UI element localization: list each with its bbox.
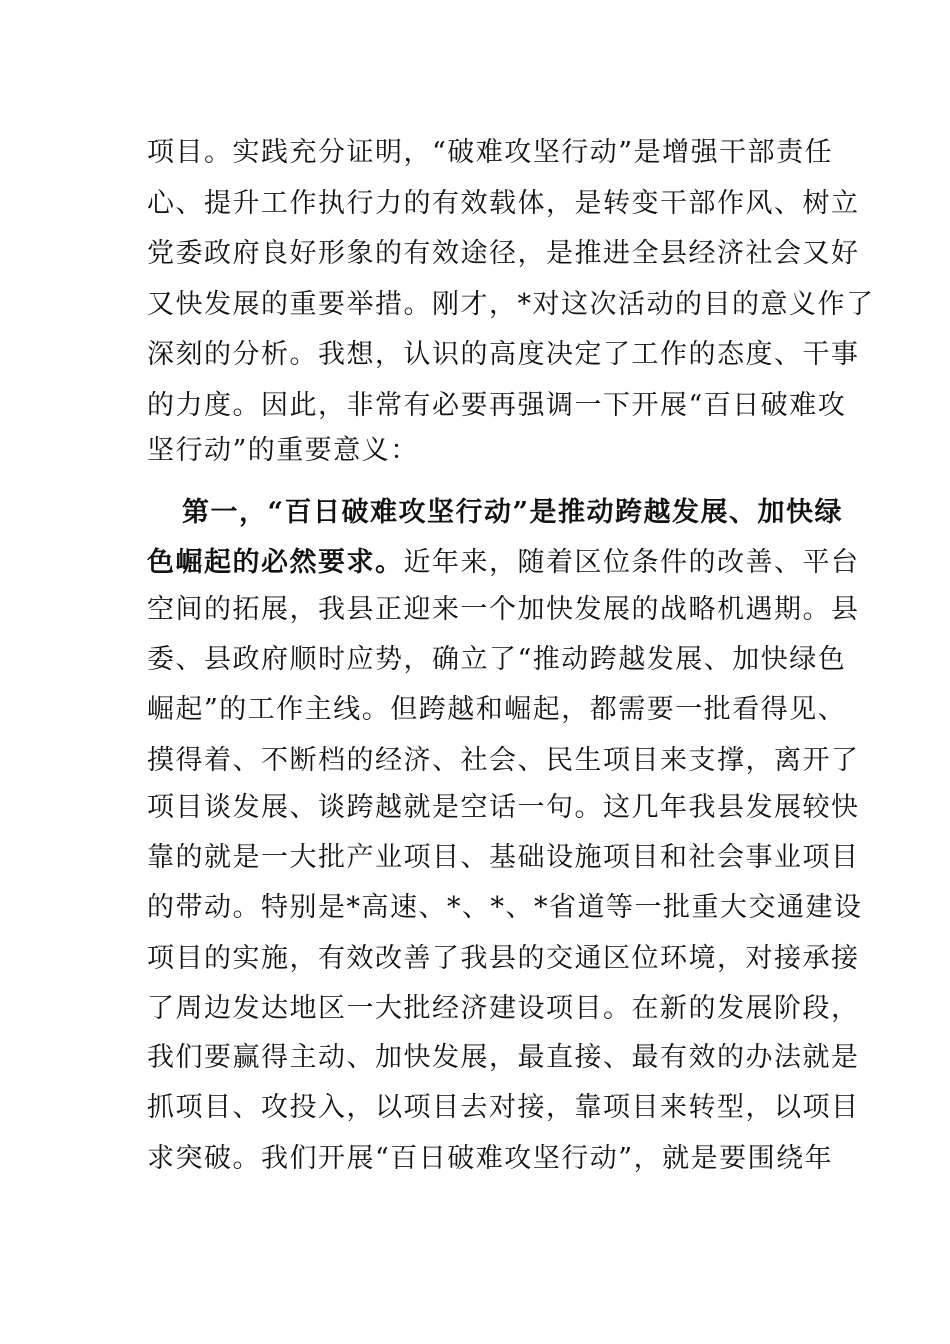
paragraph-line: 深刻的分析。我想，认识的高度决定了工作的态度、干事 [147,339,860,370]
paragraph-line: 空间的拓展，我县正迎来一个加快发展的战略机遇期。县 [147,594,860,625]
paragraph-line: 靠的就是一大批产业项目、基础设施项目和社会事业项目 [147,842,860,873]
paragraph-line: 我们要赢得主动、加快发展，最直接、最有效的办法就是 [147,1042,860,1073]
paragraph-line: 摸得着、不断档的经济、社会、民生项目来支撑，离开了 [147,745,860,776]
paragraph-line: 崛起”的工作主线。但跨越和崛起，都需要一批看得见、 [147,694,847,725]
paragraph-line: 的带动。特别是*高速、*、*、*省道等一批重大交通建设 [147,892,863,923]
paragraph-line: 项目谈发展、谈跨越就是空话一句。这几年我县发展较快 [147,792,860,823]
paragraph-line: 项目。实践充分证明，“破难攻坚行动”是增强干部责任 [147,137,834,168]
paragraph-line: 党委政府良好形象的有效途径，是推进全县经济社会又好 [147,238,860,269]
paragraph-line [147,538,860,588]
paragraph-line: 又快发展的重要举措。刚才，*对这次活动的目的意义作了 [147,289,875,320]
paragraph-line: 抓项目、攻投入，以项目去对接，靠项目来转型，以项目 [147,1092,860,1123]
section-heading: 第一，“百日破难攻坚行动”是推动跨越发展、加快绿 [182,497,844,528]
paragraph-line: 的力度。因此，非常有必要再强调一下开展“百日破难攻 [147,390,847,421]
paragraph-line: 了周边发达地区一大批经济建设项目。在新的发展阶段， [147,993,860,1024]
paragraph-line: 项目的实施，有效改善了我县的交通区位环境，对接承接 [147,943,860,974]
paragraph-text: 近年来，随着区位条件的改善、平台 [403,547,860,578]
paragraph-line: 求突破。我们开展“百日破难攻坚行动”，就是要围绕年 [147,1143,834,1174]
paragraph-line: 心、提升工作执行力的有效载体，是转变干部作风、树立 [147,188,860,219]
paragraph-line: 坚行动”的重要意义： [147,435,419,466]
paragraph-line: 委、县政府顺时应势，确立了“推动跨越发展、加快绿色 [147,644,847,675]
section-heading-continued: 色崛起的必然要求。 [147,547,404,578]
